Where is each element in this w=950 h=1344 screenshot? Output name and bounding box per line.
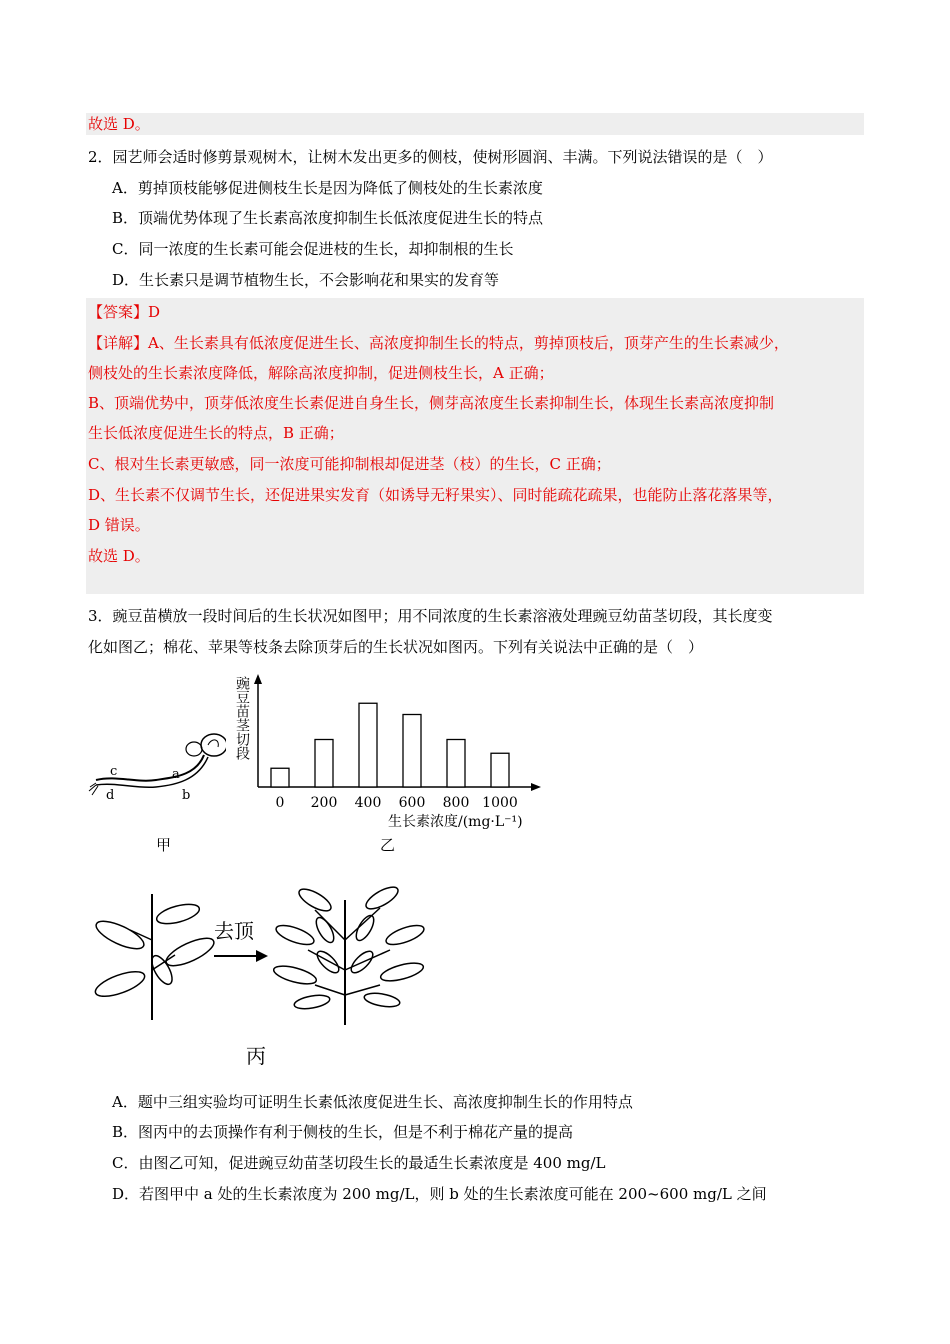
q2-option-b: B．顶端优势体现了生长素高浓度抑制生长低浓度促进生长的特点	[112, 209, 544, 227]
q2-option-c: C．同一浓度的生长素可能会促进枝的生长，却抑制根的生长	[112, 240, 514, 258]
figure-yi-label: 乙	[380, 836, 396, 854]
bar-0	[271, 768, 289, 787]
topping-arrow-text: 去顶	[214, 919, 254, 943]
q2-detail-line-7: D 错误。	[88, 516, 150, 534]
q3-option-b: B．图丙中的去顶操作有利于侧枝的生长，但是不利于棉花产量的提高	[112, 1123, 574, 1141]
label-d: d	[106, 788, 115, 803]
tick-label-1000: 1000	[482, 795, 518, 811]
figure-bing	[90, 880, 430, 1030]
q2-detail-line-2: 侧枝处的生长素浓度降低，解除高浓度抑制，促进侧枝生长，A 正确；	[88, 364, 554, 382]
label-a: a	[172, 767, 180, 782]
label-c: c	[110, 764, 118, 779]
q3-option-c: C．由图乙可知，促进豌豆幼苗茎切段生长的最适生长素浓度是 400 mg/L	[112, 1154, 606, 1172]
figure-yi-chart	[228, 672, 558, 837]
y-axis-arrow	[254, 674, 262, 684]
q2-detail-line-5: C、根对生长素更敏感，同一浓度可能抑制根却促进茎（枝）的生长，C 正确；	[88, 455, 611, 473]
q3-stem-line-2: 化如图乙；棉花、苹果等枝条去除顶芽后的生长状况如图丙。下列有关说法中正确的是（ ）	[88, 638, 704, 656]
bar-600	[403, 715, 421, 788]
detail-text: A、生长素具有低浓度促进生长、高浓度抑制生长的特点，剪掉顶枝后，顶芽产生的生长素减少，	[148, 334, 789, 352]
tick-label-200: 200	[310, 795, 338, 811]
q2-detail-line-6: D、生长素不仅调节生长，还促进果实发育（如诱导无籽果实）、同时能疏花疏果，也能防止落花落果等，	[88, 486, 783, 504]
bar-400	[359, 703, 377, 787]
q2-detail-line-8: 故选 D。	[88, 547, 150, 565]
q2-detail-line-1	[88, 333, 789, 353]
q2-detail-line-3: B、顶端优势中，顶芽低浓度生长素促进自身生长，侧芽高浓度生长素抑制生长，体现生长素高浓度抑制	[88, 394, 775, 412]
tick-label-800: 800	[442, 795, 470, 811]
answer-tag: 【答案】	[88, 303, 149, 321]
q2-option-a: A．剪掉顶枝能够促进侧枝生长是因为降低了侧枝处的生长素浓度	[112, 179, 543, 197]
detail-tag: 【详解】	[88, 334, 149, 352]
y-axis-label: 豌豆苗茎切段	[234, 676, 250, 760]
bar-1000	[491, 753, 509, 787]
q2-detail-line-4: 生长低浓度促进生长的特点，B 正确；	[88, 424, 344, 442]
q3-stem-line-1: 3．豌豆苗横放一段时间后的生长状况如图甲；用不同浓度的生长素溶液处理豌豆幼苗茎切段，其长度变	[88, 607, 773, 625]
tick-label-600: 600	[398, 795, 426, 811]
tick-label-0: 0	[275, 795, 285, 811]
answer-value: D	[148, 303, 161, 321]
figure-jia	[86, 725, 226, 815]
q3-option-d: D．若图甲中 a 处的生长素浓度为 200 mg/L，则 b 处的生长素浓度可能在 200~600 mg/L 之间	[112, 1185, 767, 1203]
bar-200	[315, 740, 333, 788]
prev-conclusion: 故选 D。	[88, 115, 150, 133]
prev-answer-block	[86, 113, 864, 135]
bar-800	[447, 740, 465, 788]
figure-jia-label: 甲	[156, 836, 172, 854]
figure-bing-label: 丙	[246, 1044, 266, 1068]
q3-option-a: A．题中三组实验均可证明生长素低浓度促进生长、高浓度抑制生长的作用特点	[112, 1093, 633, 1111]
tick-label-400: 400	[354, 795, 382, 811]
x-axis-label: 生长素浓度/(mg·L⁻¹)	[388, 814, 523, 830]
q2-option-d: D．生长素只是调节植物生长，不会影响花和果实的发育等	[112, 271, 500, 289]
x-axis-arrow	[531, 783, 541, 791]
q2-answer	[88, 302, 160, 322]
label-b: b	[182, 788, 191, 803]
q2-stem: 2．园艺师会适时修剪景观树木，让树木发出更多的侧枝，使树形圆润、丰满。下列说法错误的是（ ）	[88, 148, 773, 166]
